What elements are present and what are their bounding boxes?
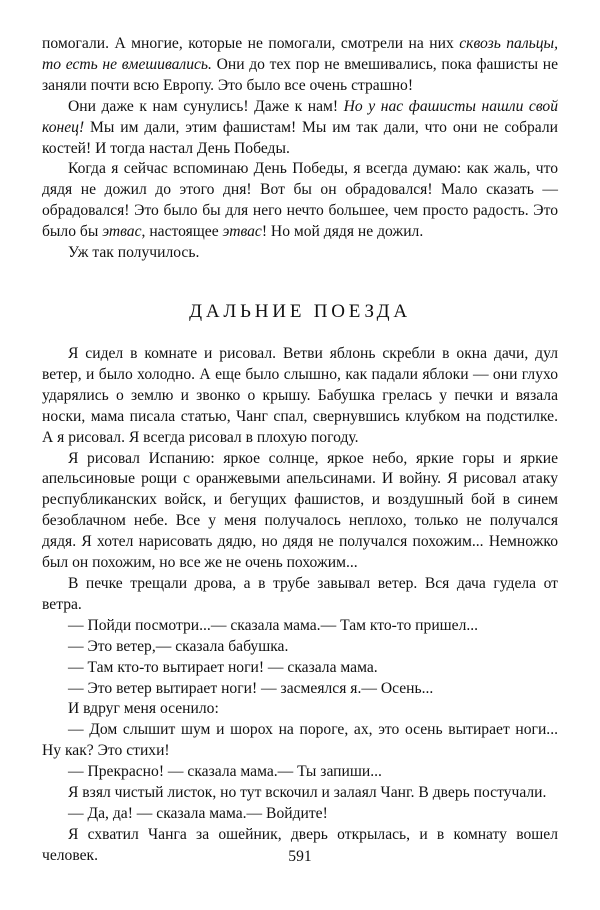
prior-chapter-text [42, 34, 558, 264]
paragraph: Я схватил Чанга за ошейник, дверь открылась, и в комнату вошел человек. [42, 825, 558, 864]
dialogue-line: — Прекрасно! — сказала мама.— Ты запиши... [68, 763, 382, 781]
paragraph: Я сидел в комнате и рисовал. Ветви яблонь скребли в окна дачи, дул ветер, и было холодно. А еще было слышно, как падали яблоки — они глухо ударялись о землю и звонко о крышу. Бабушка грелась у печки и вязала носки, мама писала статью, Чанг спал, свернувшись клубком на подстилке. А я рисовал. Я всегда рисовал в плохую погоду. [42, 345, 558, 446]
emphasis: Но у нас фашисты нашли свой конец! [42, 97, 559, 136]
dialogue-line: — Дом слышит шум и шорох на пороге, ах, это осень вытирает ноги... Ну как? Это стихи! [42, 721, 558, 760]
dialogue-line: — Там кто-то вытирает ноги! — сказала мама. [68, 658, 378, 676]
dialogue-line: — Да, да! — сказала мама.— Войдите! [68, 804, 328, 822]
paragraph: Уж так получилось. [68, 244, 200, 262]
chapter-text [42, 344, 558, 867]
dialogue-line: — Пойди посмотри...— сказала мама.— Там кто-то пришел... [68, 616, 479, 634]
paragraph: помогали. А многие, которые не помогали, смотрели на них сквозь пальцы, то есть не вмешивались. Они до тех пор не вмешивались, пока фашисты не заняли почти всю Европу. Это было все очень страшно! [42, 35, 558, 94]
chapter-title: ДАЛЬНИЕ ПОЕЗДА [189, 301, 411, 322]
emphasis: этвас [102, 223, 142, 241]
paragraph: Они даже к нам сунулись! Даже к нам! Но у нас фашисты нашли свой конец! Мы им дали, этим фашистам! Мы им так дали, что они не собрали костей! И тогда настал День Победы. [42, 97, 559, 157]
paragraph: И вдруг меня осенило: [68, 700, 219, 718]
paragraph: Я взял чистый листок, но тут вскочил и залаял Чанг. В дверь постучали. [68, 784, 547, 802]
page-number: 591 [288, 848, 312, 865]
emphasis: этвас [222, 223, 262, 241]
dialogue-line: — Это ветер вытирает ноги! — засмеялся я.— Осень... [68, 679, 434, 697]
paragraph: В печке трещали дрова, а в трубе завывал ветер. Вся дача гудела от ветра. [42, 574, 558, 613]
emphasis: сквозь пальцы, то есть не вмешивались. [42, 35, 558, 73]
dialogue-line: — Это ветер,— сказала бабушка. [68, 637, 289, 655]
paragraph: Я рисовал Испанию: яркое солнце, яркое небо, яркие горы и яркие апельсиновые рощи с оранжевыми апельсинами. И войну. Я рисовал атаку республиканских войск, и бегущих фашистов, и воздушный бой в синем безоблачном небе. Все у меня получалось неплохо, только не получался дядя. Я хотел нарисовать дядю, но дядя не получался похожим... Немножко был он похожим, но все же не очень похожим... [42, 449, 558, 572]
paragraph: Когда я сейчас вспоминаю День Победы, я всегда думаю: как жаль, что дядя не дожил до этого дня! Вот бы он обрадовался! Мало сказать — обрадовался! Это было бы для него нечто большее, чем просто радость. Это было бы этвас, настоящее этвас! Но мой дядя не дожил. [42, 160, 558, 241]
